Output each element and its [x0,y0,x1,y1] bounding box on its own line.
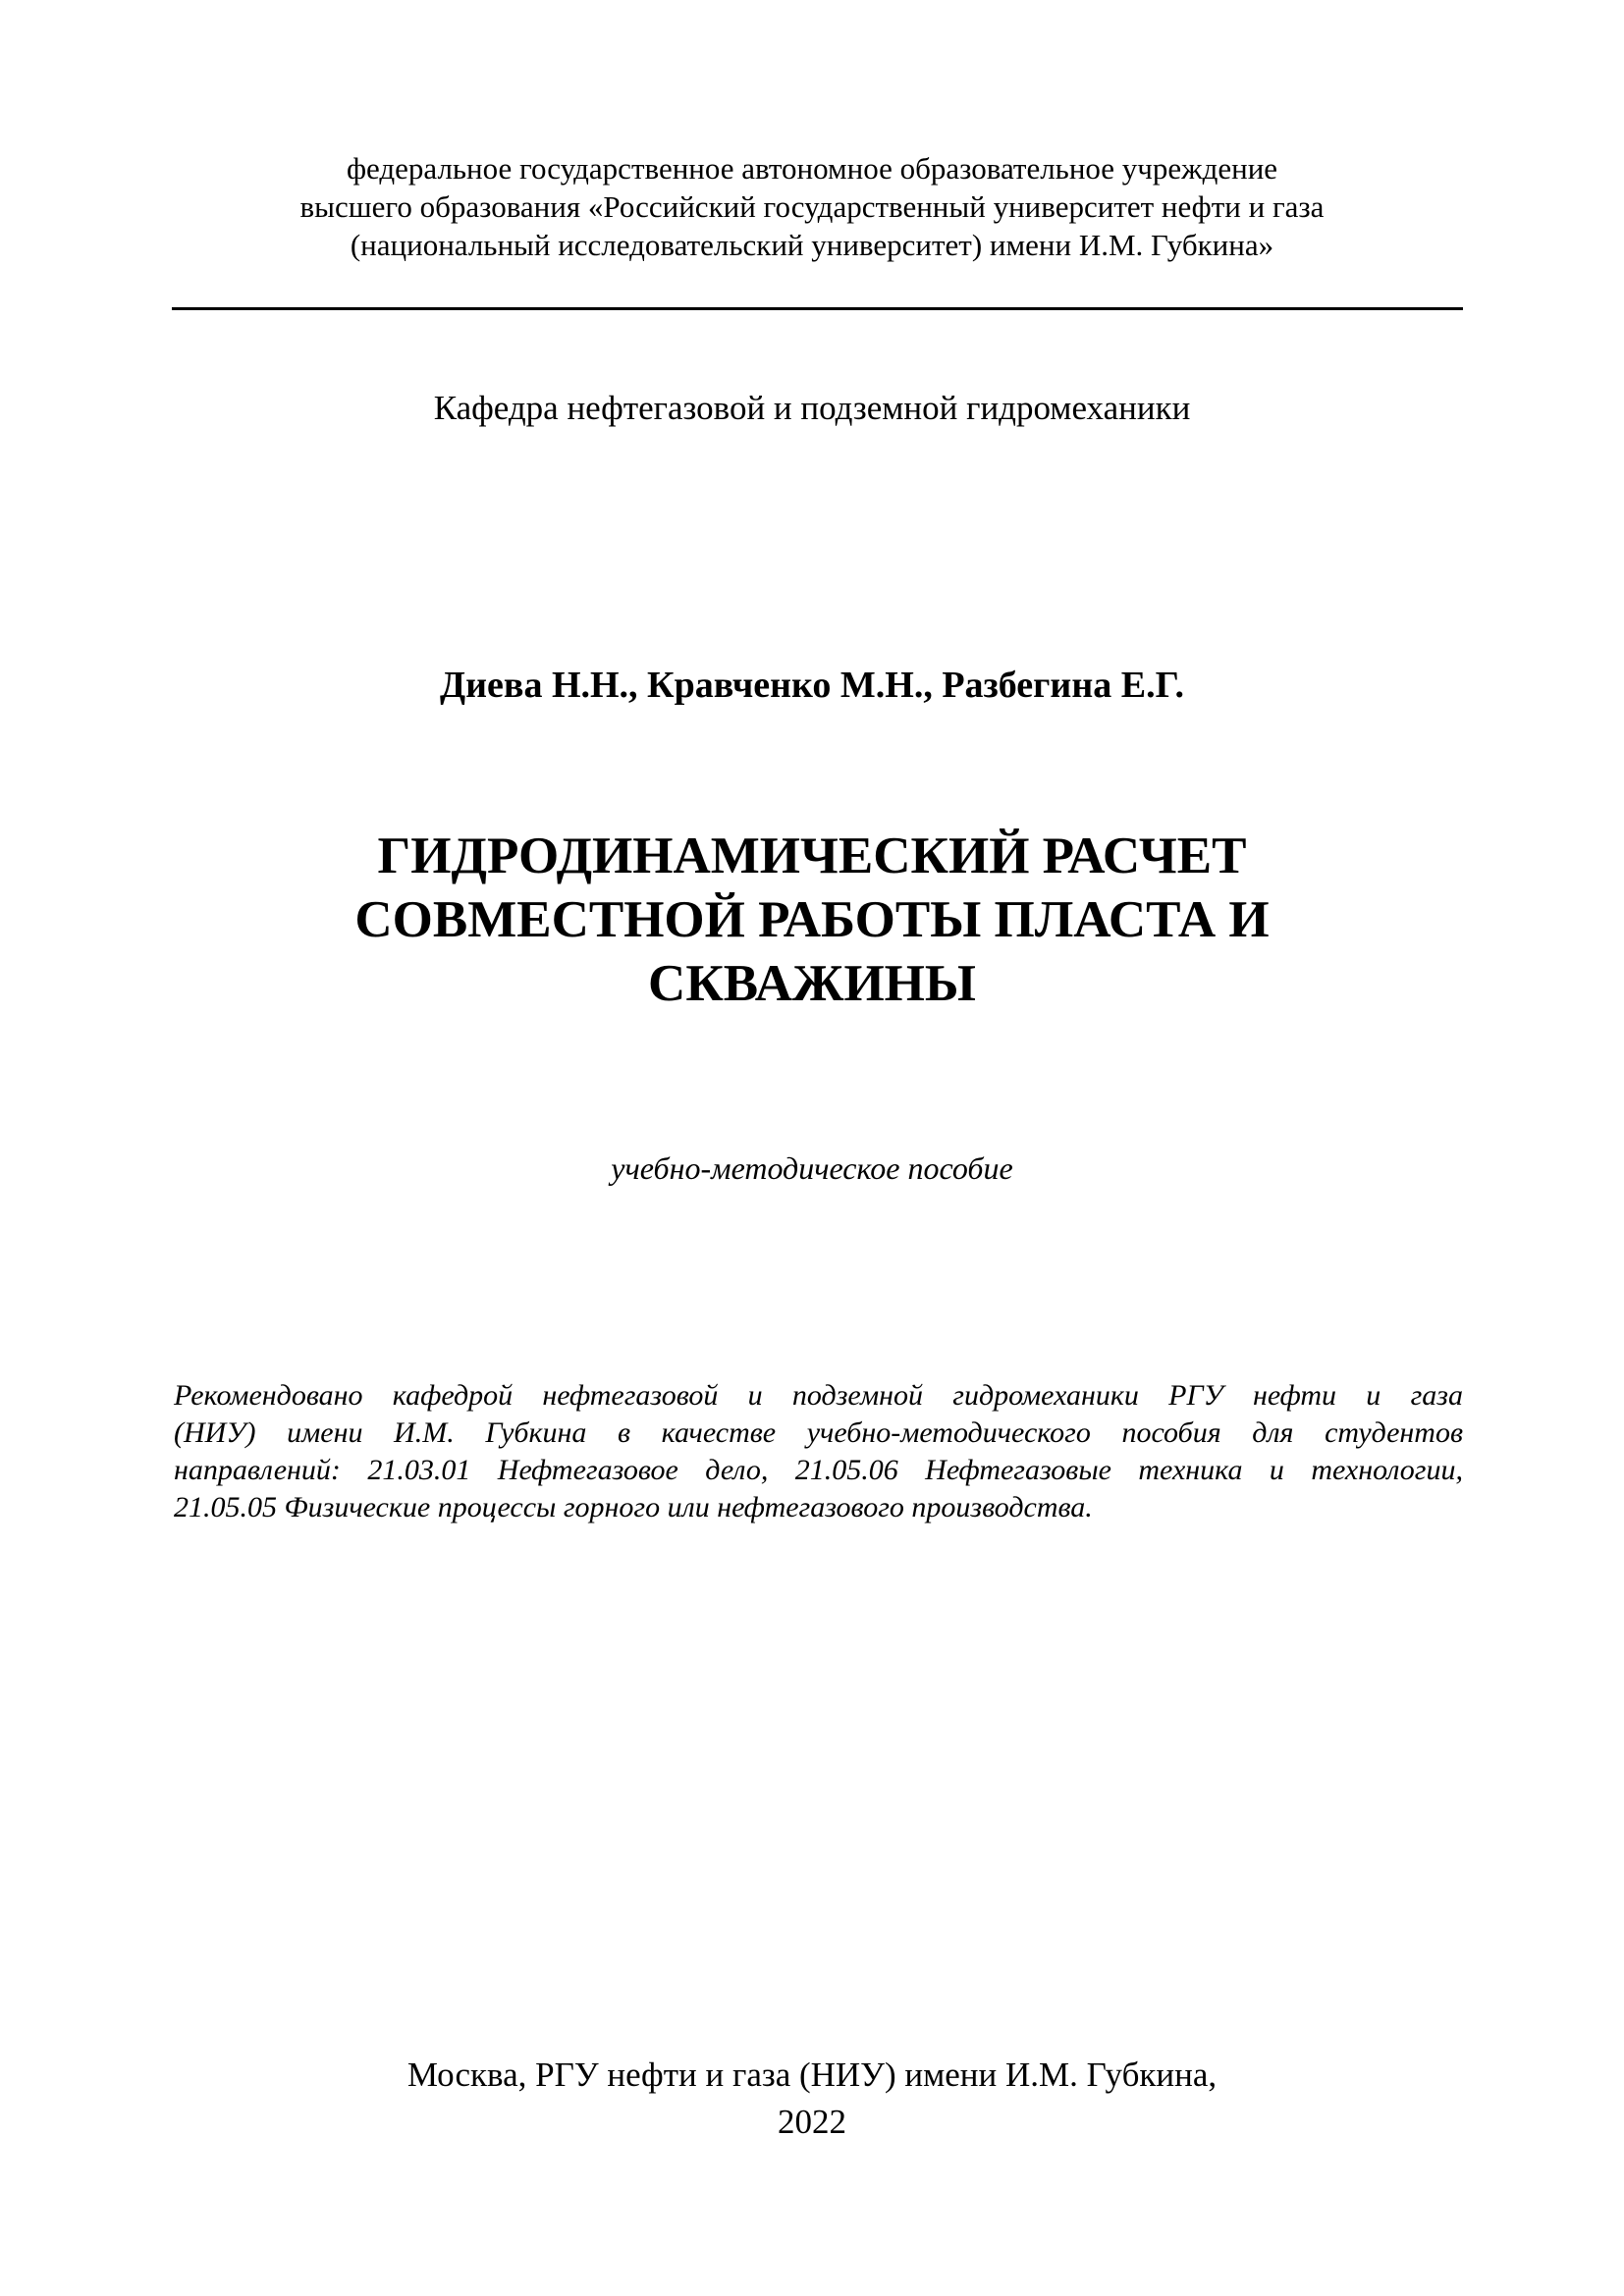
title-line: ГИДРОДИНАМИЧЕСКИЙ РАСЧЕТ [377,828,1247,884]
recommendation-line: 21.05.05 Физические процессы горного или нефтегазового производства. [174,1491,1093,1523]
department-name: Кафедра нефтегазовой и подземной гидромеханики [433,389,1191,427]
institution-line: (национальный исследовательский университет) имени И.М. Губкина» [350,228,1274,262]
imprint-publisher: Москва, РГУ нефти и газа (НИУ) имени И.М. Губкина, [406,2056,1218,2094]
header-divider [172,307,1463,310]
recommendation-note [174,1377,1463,1526]
authors: Диева Н.Н., Кравченко М.Н., Разбегина Е.Г. [440,665,1184,706]
institution-line: высшего образования «Российский государственный университет нефти и газа [299,189,1325,224]
title-line: СОВМЕСТНОЙ РАБОТЫ ПЛАСТА И [354,891,1270,948]
imprint-year: 2022 [778,2103,846,2141]
imprint [0,2052,1624,2146]
document-type: учебно-методическое пособие [611,1150,1013,1186]
recommendation-line: направлений: 21.03.01 Нефтегазовое дело, 21.05.06 Нефтегазовые техника и технологии, [174,1454,1463,1486]
recommendation-line: (НИУ) имени И.М. Губкина в качестве учебно-методического пособия для студентов [174,1416,1463,1449]
institution-header [0,149,1624,264]
document-title [0,825,1624,1016]
recommendation-line: Рекомендовано кафедрой нефтегазовой и подземной гидромеханики РГУ нефти и газа [174,1379,1463,1412]
title-line: СКВАЖИНЫ [648,955,976,1012]
institution-line: федеральное государственное автономное образовательное учреждение [346,151,1278,186]
